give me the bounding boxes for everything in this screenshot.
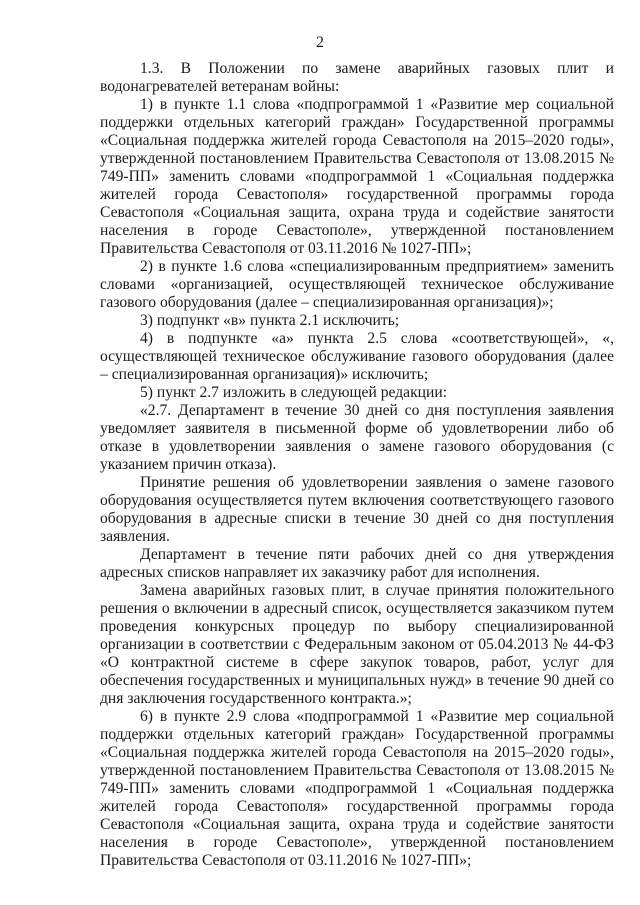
- paragraph-item-6: 6) в пункте 2.9 слова «подпрограммой 1 «Развитие мер социальной поддержки отдельных категорий граждан» Государственной программы «Социальная поддержка жителей города Севастополя на 2015–2020 годы», утвержденной постановлением Правительства Севастополя от 13.08.2015 № 749-ПП» заменить словами «подпрограммой 1 «Социальная поддержка жителей города Севастополя» государственной программы города Севастополя «Социальная защита, охрана труда и содействие занятости населения в городе Севастополе», утвержденной постановлением Правительства Севастополя от 03.11.2016 № 1027-ПП»;: [100, 708, 614, 869]
- paragraph-item-5: 5) пункт 2.7 изложить в следующей редакции:: [140, 384, 448, 401]
- paragraph-item-1: 1) в пункте 1.1 слова «подпрограммой 1 «Развитие мер социальной поддержки отдельных категорий граждан» Государственной программы «Социальная поддержка жителей города Севастополя на 2015–2020 годы», утвержденной постановлением Правительства Севастополя от 13.08.2015 № 749-ПП» заменить словами «подпрограммой 1 «Социальная поддержка жителей города Севастополя» государственной программы города Севастополя «Социальная защита, охрана труда и содействие занятости населения в городе Севастополе», утвержденной постановлением Правительства Севастополя от 03.11.2016 № 1027-ПП»;: [100, 96, 614, 257]
- document-body: [100, 60, 614, 870]
- paragraph-replacement: Замена аварийных газовых плит, в случае принятия положительного решения о включении в адресный список, осуществляется заказчиком путем проведения конкурсных процедур по выбору специализированной организации в соответствии с Федеральным законом от 05.04.2013 № 44-ФЗ «О контрактной системе в сфере закупок товаров, работ, услуг для обеспечения государственных и муниципальных нужд» в течение 90 дней со дня заключения государственного контракта.»;: [100, 582, 614, 707]
- paragraph-item-4: 4) в подпункте «а» пункта 2.5 слова «соответствующей», «, осуществляющей техническое обслуживание газового оборудования (далее – специализированная организация)» исключить;: [100, 330, 614, 383]
- paragraph-intro: 1.3. В Положении по замене аварийных газовых плит и водонагревателей ветеранам войны:: [100, 60, 614, 95]
- paragraph-clause-2-7: «2.7. Департамент в течение 30 дней со дня поступления заявления уведомляет заявителя в письменной форме об удовлетворении либо об отказе в удовлетворении заявления о замене газового оборудования (с указанием причин отказа).: [100, 402, 614, 473]
- paragraph-decision: Принятие решения об удовлетворении заявления о замене газового оборудования осуществляется путем включения соответствующего газового оборудования в адресные списки в течение 30 дней со дня поступления заявления.: [100, 474, 614, 545]
- page-number: 2: [316, 34, 324, 51]
- paragraph-item-3: 3) подпункт «в» пункта 2.1 исключить;: [140, 312, 400, 329]
- paragraph-department: Департамент в течение пяти рабочих дней со дня утверждения адресных списков направляет их заказчику работ для исполнения.: [100, 546, 614, 581]
- paragraph-item-2: 2) в пункте 1.6 слова «специализированным предприятием» заменить словами «организацией, осуществляющей техническое обслуживание газового оборудования (далее – специализированная организация)»;: [100, 258, 614, 311]
